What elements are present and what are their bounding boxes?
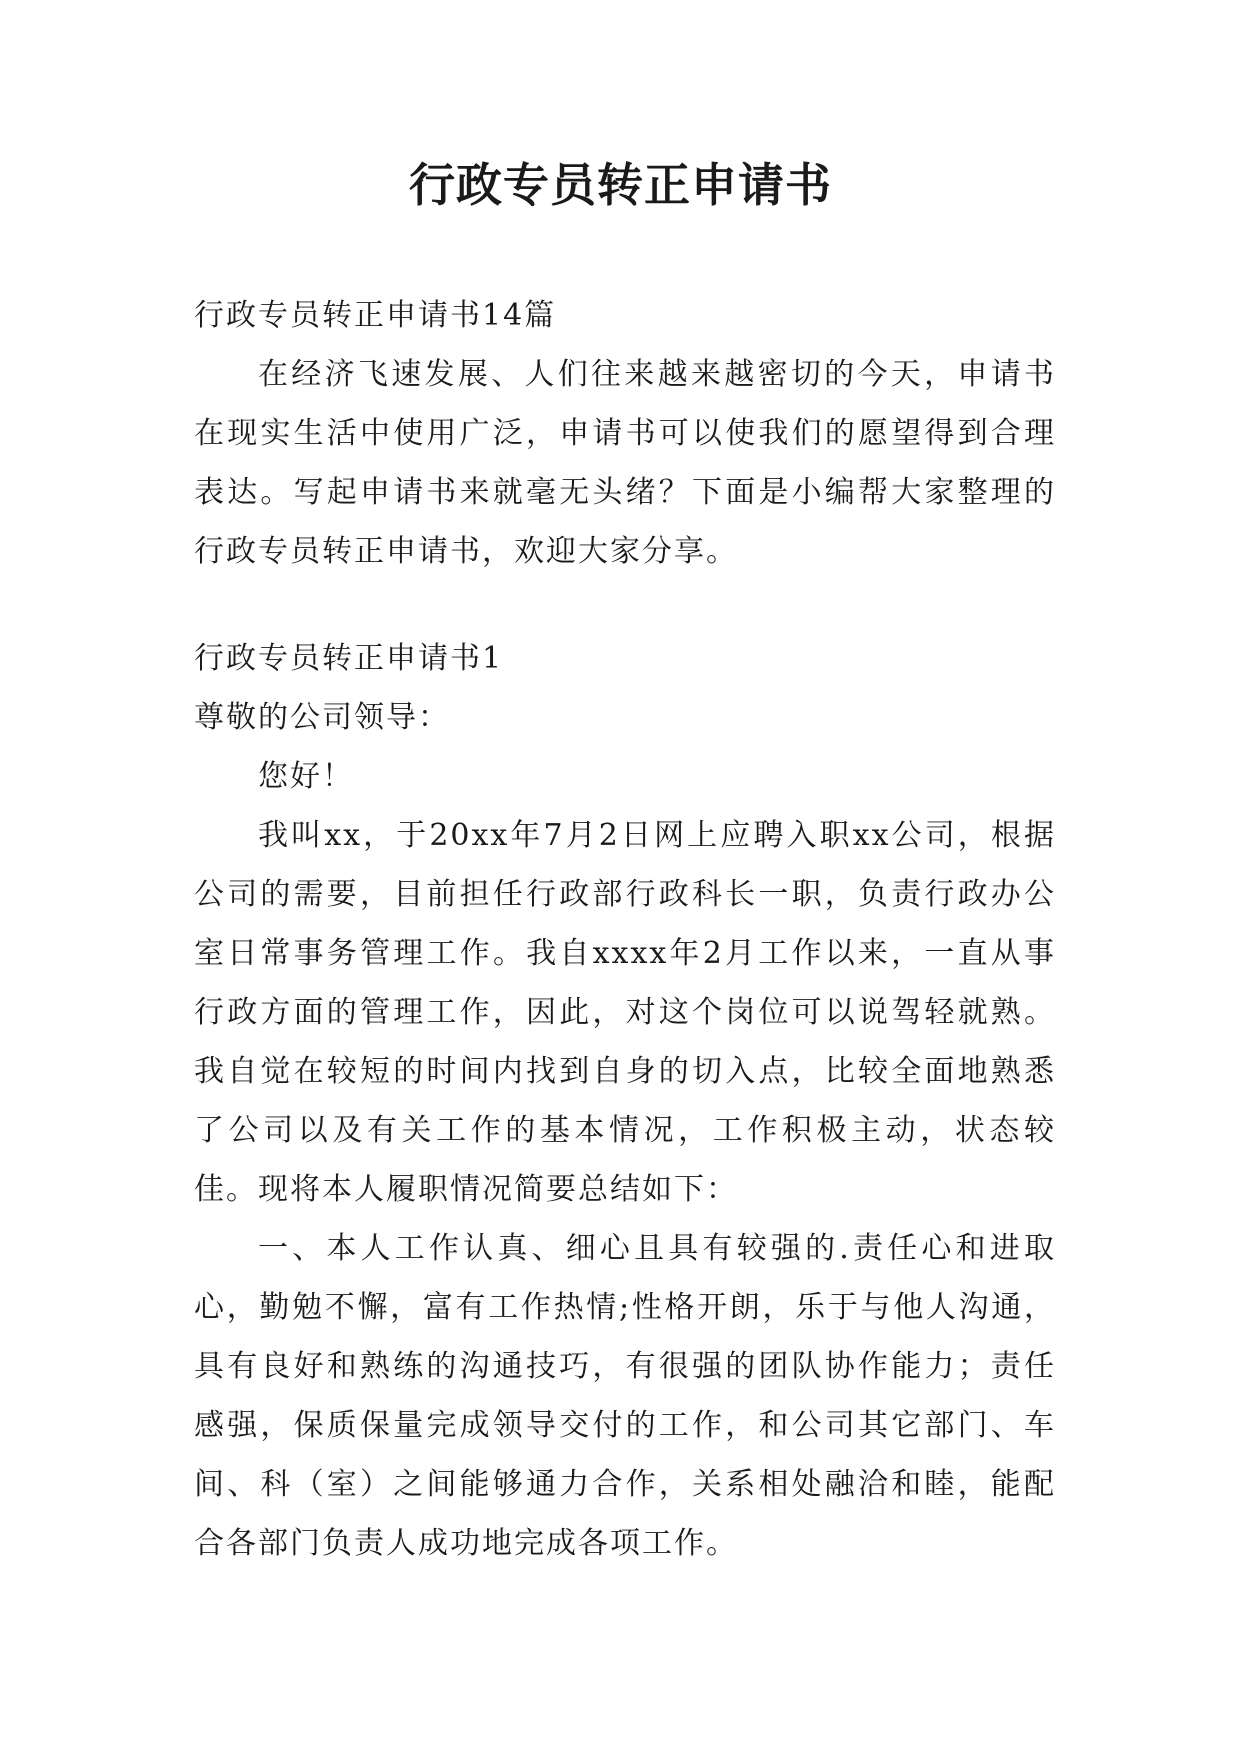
intro-paragraph: 在经济飞速发展、人们往来越来越密切的今天，申请书在现实生活中使用广泛，申请书可以使我们的愿望得到合理表达。写起申请书来就毫无头绪？下面是小编帮大家整理的行政专员转正申请书，欢迎大家分享。 [194, 357, 1056, 569]
body-paragraph-2: 一、本人工作认真、细心且具有较强的.责任心和进取心，勤勉不懈，富有工作热情;性格开朗，乐于与他人沟通，具有良好和熟练的沟通技巧，有很强的团队协作能力；责任感强，保质保量完成领导交付的工作，和公司其它部门、车间、科（室）之间能够通力合作，关系相处融洽和睦，能配合各部门负责人成功地完成各项工作。 [194, 1231, 1056, 1561]
salutation: 尊敬的公司领导： [194, 700, 450, 735]
body-paragraph-1: 我叫xx，于20xx年7月2日网上应聘入职xx公司，根据公司的需要，目前担任行政部行政科长一职，负责行政办公室日常事务管理工作。我自xxxx年2月工作以来，一直从事行政方面的管理工作，因此，对这个岗位可以说驾轻就熟。我自觉在较短的时间内找到自身的切入点，比较全面地熟悉了公司以及有关工作的基本情况，工作积极主动，状态较佳。现将本人履职情况简要总结如下： [194, 818, 1056, 1207]
document-body [194, 286, 1056, 1573]
greeting: 您好！ [258, 759, 354, 794]
section-heading: 行政专员转正申请书1 [194, 641, 504, 676]
document-title: 行政专员转正申请书 [409, 158, 832, 212]
document-subtitle: 行政专员转正申请书14篇 [194, 298, 557, 333]
